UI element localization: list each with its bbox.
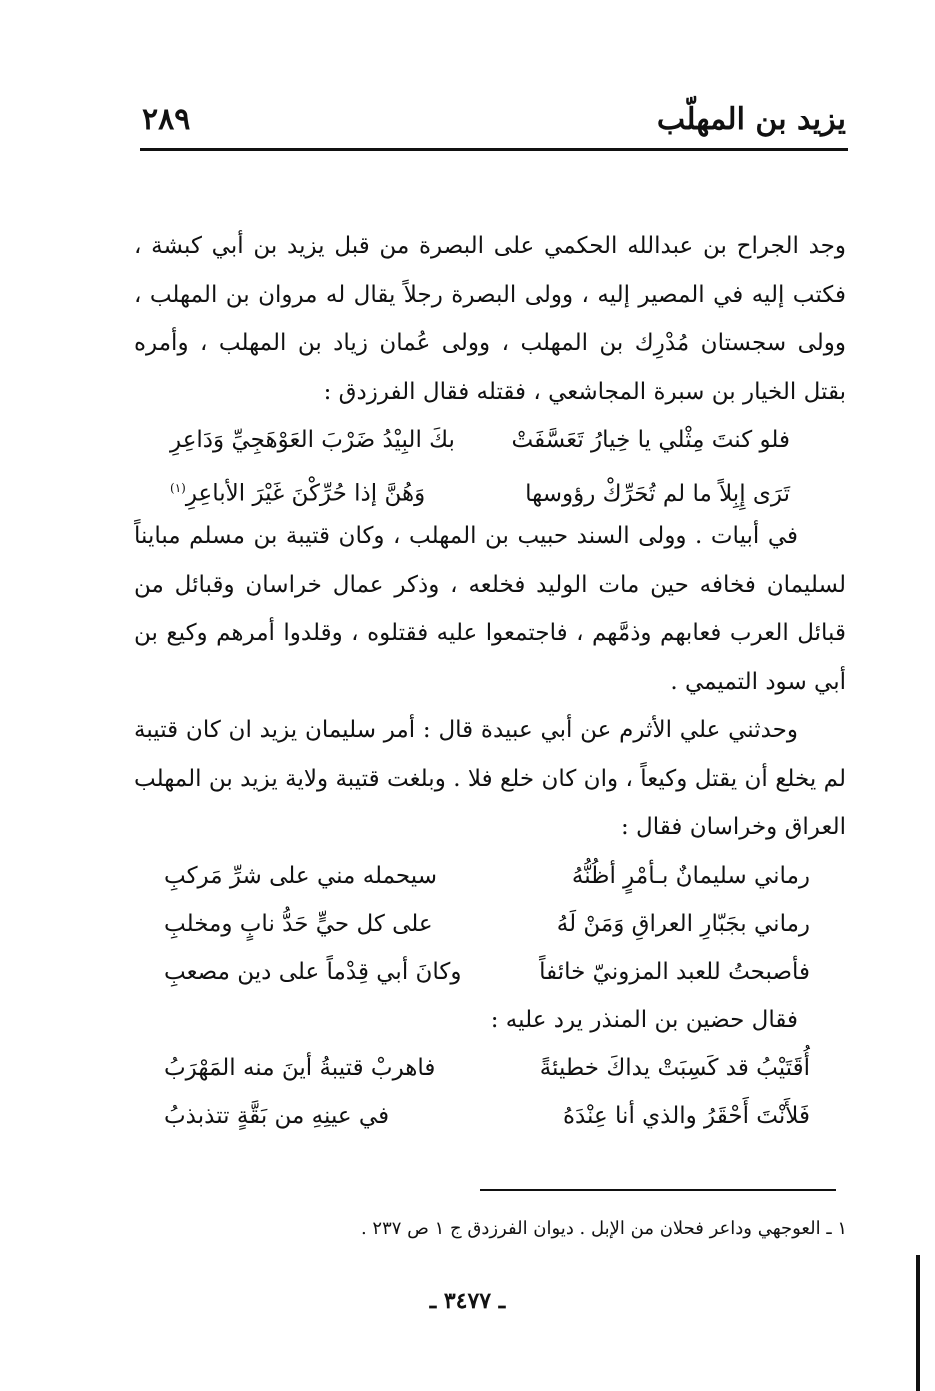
verse-line <box>134 1044 846 1092</box>
footnote-marker: (١) <box>170 481 186 495</box>
verse-hemistich-first: رماني بجَبّارِ العراقِ وَمَنْ لَهُ <box>556 910 810 937</box>
verse-hemistich-second: وكانَ أبي قِدْماً على دين مصعبِ <box>164 958 462 985</box>
verse-line <box>134 948 846 996</box>
verse-hemistich-second: فاهربْ قتيبةُ أينَ منه المَهْرَبُ <box>164 1055 436 1081</box>
verse-hemistich-first: فأصبحتُ للعبد المزونيّ خائفاً <box>539 958 810 985</box>
verse-hemistich-second: في عينِهِ من بَقَّةٍ تتذبذبُ <box>164 1103 390 1129</box>
verse-line <box>134 900 846 948</box>
verse-hemistich-second <box>170 464 425 518</box>
verse-line <box>134 852 846 900</box>
chapter-title: يزيد بن المهلّب <box>656 102 846 137</box>
paragraph-3: وحدثني علي الأثرم عن أبي عبيدة قال : أمر سليمان يزيد ان كان قتيبة لم يخلع أن يقتل وكيعاً ، وان كان خلع فلا . وبلغت قتيبة ولاية يزيد بن المهلب العراق وخراسان فقال : <box>134 717 846 840</box>
running-header <box>140 96 848 151</box>
main-text <box>134 222 846 1140</box>
page-number: ٢٨٩ <box>142 102 191 137</box>
verse-line <box>134 1092 846 1140</box>
verse-hemistich-first: تَرَى إِبِلاً ما لم تُحَرِّكْ رؤوسها <box>525 480 790 507</box>
footnote-divider <box>480 1189 836 1191</box>
verse-hemistich-second: بكَ البِيْدُ ضَرْبَ العَوْهَجِيِّ وَدَاعِرِ <box>170 427 455 453</box>
paragraph-1: وجد الجراح بن عبدالله الحكمي على البصرة من قبل يزيد بن أبي كبشة ، فكتب إليه في المصير إليه ، وولى البصرة رجلاً يقال له مروان بن المهلب ، وولى سجستان مُدْرِك بن المهلب ، وولى عُمان زياد بن المهلب ، وأمره بقتل الخيار بن سبرة المجاشعي ، فقتله فقال الفرزدق : <box>134 233 846 405</box>
verse-hemistich-first: فَلأَنْتَ أَحْقَرُ والذي أنا عِنْدَهُ <box>562 1103 810 1129</box>
verse-hemistich-first: فلو كنتَ مِثْلي يا خِيارُ تَعَسَّفَتْ <box>511 427 790 453</box>
verse-hemistich-first: أُقَتَيْبُ قد كَسِبَتْ يداكَ خطيئةً <box>539 1055 810 1081</box>
verse-hemistich-second: سيحمله مني على شرِّ مَركبِ <box>164 862 437 889</box>
verse-hemistich-second: على كل حيٍّ حَدُّ نابٍ ومخلبِ <box>164 910 433 937</box>
footer-page-number: ـ ٣٤٧٧ ـ <box>429 1288 506 1314</box>
paragraph-2: في أبيات . وولى السند حبيب بن المهلب ، وكان قتيبة بن مسلم مبايناً لسليمان فخافه حين مات الوليد فخلعه ، وذكر عمال خراسان وقبائل من قبائل العرب فعابهم وذمَّهم ، فاجتمعوا عليه فقتلوه ، وقلدوا أمرهم وكيع بن أبي سود التميمي . <box>134 523 846 695</box>
footnote: ١ ـ العوجهي وداعر فحلان من الإبل . ديوان الفرزدق ج ١ ص ٢٣٧ . <box>360 1218 847 1239</box>
verse-line <box>134 416 846 464</box>
verse-hemistich-first: رماني سليمانٌ بـأمْرٍ أظُنُّهُ <box>571 862 810 889</box>
scan-binding-edge <box>916 1255 920 1391</box>
verse-hemistich-text: وَهُنَّ إذا حُرِّكْنَ غَيْرَ الأباعِرِ <box>185 480 426 507</box>
paragraph-4: فقال حضين بن المنذر يرد عليه : <box>490 1006 798 1033</box>
verse-line <box>134 464 846 512</box>
